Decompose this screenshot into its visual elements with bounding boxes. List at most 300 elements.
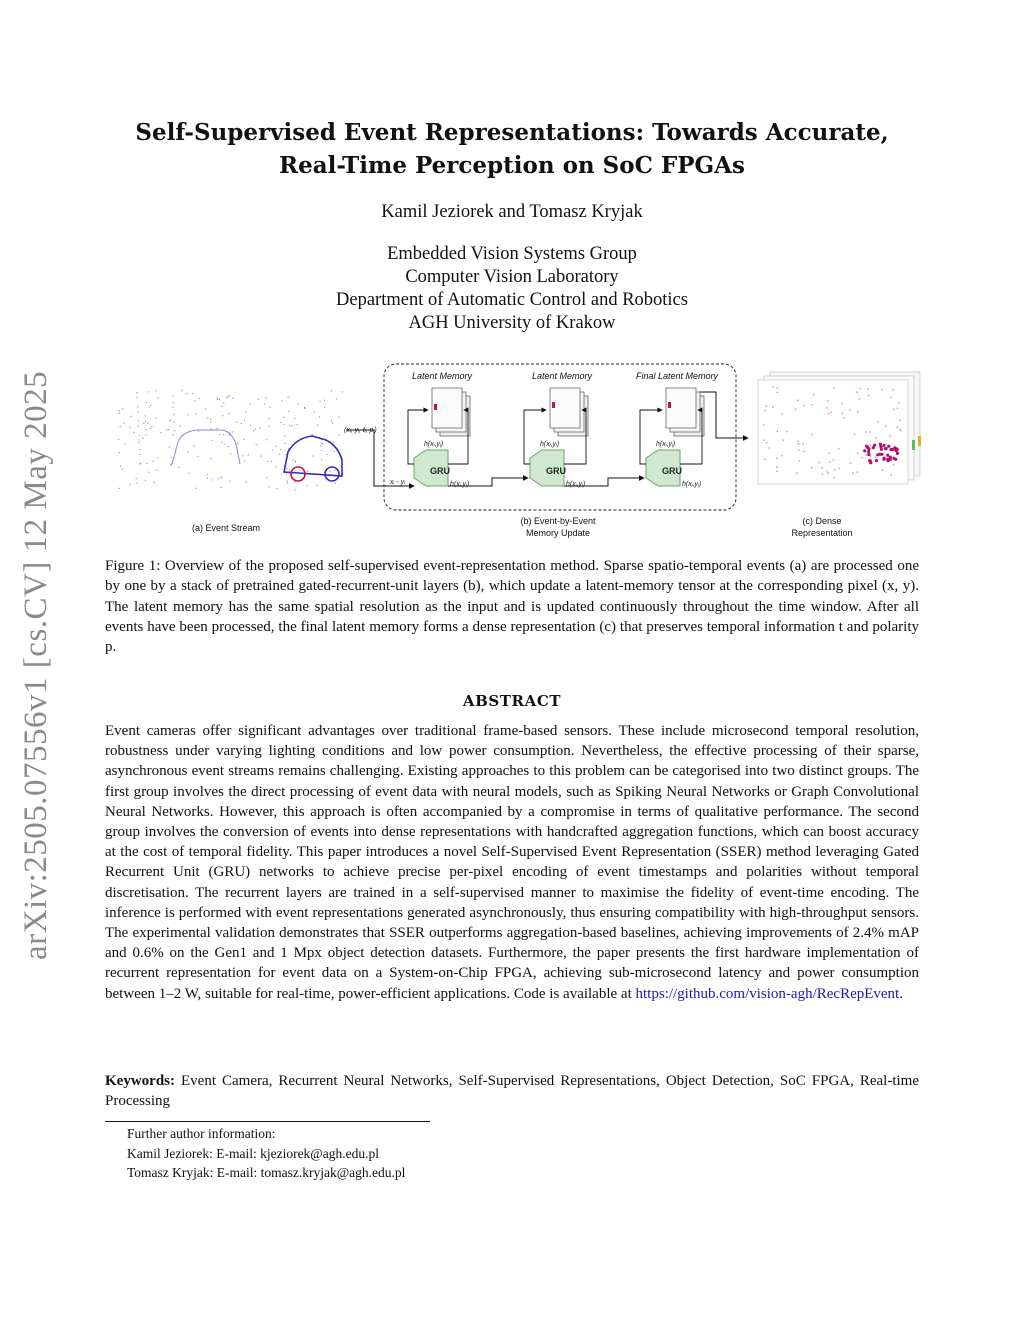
keywords-list: Event Camera, Recurrent Neural Networks, Self-Supervised Representations, Object Detection, SoC FPGA, Real-time Processing <box>105 1073 920 1109</box>
event-point <box>123 422 124 423</box>
event-point <box>331 450 332 451</box>
representation-point <box>869 431 870 432</box>
event-point <box>320 401 321 402</box>
panel-c-label-2: Representation <box>791 528 853 538</box>
event-point <box>269 426 270 427</box>
event-point <box>193 446 194 447</box>
event-point <box>306 485 307 486</box>
representation-point <box>893 409 894 410</box>
event-point <box>253 430 254 431</box>
abstract-end: . <box>899 985 903 1002</box>
representation-point <box>819 462 820 463</box>
representation-point <box>877 421 878 422</box>
event-point <box>189 473 190 474</box>
representation-point <box>763 424 764 425</box>
event-point <box>255 428 256 429</box>
representation-point <box>839 468 840 469</box>
event-point <box>241 423 242 424</box>
representation-point <box>865 431 866 432</box>
memory-label-1: Latent Memory <box>412 371 473 381</box>
representation-point <box>834 469 835 470</box>
event-point <box>146 402 147 403</box>
representation-point <box>856 392 857 393</box>
footnote-heading: Further author information: <box>127 1126 276 1141</box>
representation-point <box>887 445 890 448</box>
event-point <box>230 453 231 454</box>
event-point <box>317 485 318 486</box>
event-point <box>317 424 318 425</box>
event-point <box>151 426 152 427</box>
affiliation-block <box>0 243 1024 335</box>
representation-point <box>797 400 798 401</box>
event-point <box>137 397 138 398</box>
representation-point <box>811 404 812 405</box>
event-point <box>319 416 320 417</box>
representation-point <box>843 417 844 418</box>
figure-1-overview-diagram <box>112 360 932 545</box>
event-point <box>227 396 228 397</box>
representation-point <box>869 461 872 464</box>
event-point <box>133 432 134 433</box>
event-point <box>210 458 211 459</box>
event-point <box>248 454 249 455</box>
event-point <box>342 391 343 392</box>
representation-point <box>859 398 860 399</box>
event-point <box>174 430 175 431</box>
event-point <box>148 472 149 473</box>
event-point <box>173 402 174 403</box>
event-point <box>219 399 220 400</box>
abstract-heading: ABSTRACT <box>462 692 562 710</box>
representation-point <box>882 458 885 461</box>
representation-point <box>764 459 765 460</box>
footnote-block <box>127 1124 405 1183</box>
representation-point <box>885 447 888 450</box>
stage-3 <box>636 371 719 488</box>
event-point <box>118 439 119 440</box>
event-point <box>304 408 305 409</box>
channel-marker <box>912 440 915 450</box>
event-point <box>294 418 295 419</box>
event-point <box>223 434 224 435</box>
keywords-label: Keywords: <box>105 1073 175 1089</box>
representation-point <box>826 407 827 408</box>
event-point <box>258 399 259 400</box>
event-point <box>154 482 155 483</box>
paper-title <box>80 116 944 182</box>
memory-label-3: Final Latent Memory <box>636 371 719 381</box>
event-point <box>293 459 294 460</box>
event-point <box>145 421 146 422</box>
event-point <box>169 420 170 421</box>
event-point <box>210 418 211 419</box>
event-point <box>237 443 238 444</box>
representation-point <box>898 402 899 403</box>
event-stream-panel <box>116 372 377 500</box>
event-point <box>297 403 298 404</box>
representation-point <box>885 426 886 427</box>
updated-pixel <box>552 402 555 408</box>
footnote-author-2: Tomasz Kryjak: E-mail: tomasz.kryjak@agh.edu.pl <box>127 1165 406 1180</box>
event-point <box>333 451 334 452</box>
title-line-1: Self-Supervised Event Representations: Towards Accurate, <box>135 119 889 146</box>
event-point <box>172 407 173 408</box>
event-point <box>170 464 171 465</box>
affiliation-line: Department of Automatic Control and Robotics <box>336 290 688 310</box>
event-point <box>232 431 233 432</box>
abstract-text: Event cameras offer significant advantages over traditional frame-based sensors. These include microsecond temporal resolution, robustness under varying lighting conditions and low power consumption. Nevertheless, the effective processing of their sparse, asynchronous event streams remains challenging. Existing approaches to this problem can be categorised into two distinct groups. The first group involves the direct processing of event data with neural models, such as Spiking Neural Networks or Graph Convolutional Neural Networks. However, this approach is often accompanied by a compromise in terms of qualitative performance. The second group involves the conversion of events into dense representations with handcrafted aggregation functions, which can boost accuracy at the cost of temporal fidelity. This paper introduces a novel Self-Supervised Event Representation (SSER) method leveraging Gated Recurrent Unit (GRU) networks to achieve precise per-pixel encoding of event timestamps and polarities without temporal discretisation. The recurrent layers are trained in a self-supervised manner to maximise the fidelity of event-time encoding. The inference is performed with event representations generated asynchronously, thus ensuring compatibility with high-throughput sensors. The experimental validation demonstrates that SSER outperforms aggregation-based baselines, achieving improvements of 2.4% mAP and 0.6% on the Gen1 and 1 Mpx object detection datasets. Furthermore, the paper presents the first hardware implementation of recurrent representation for event data on a System-on-Chip FPGA, achieving sub-microsecond latency and power consumption between 1–2 W, suitable for real-time, power-efficient applications. Code is available at <box>105 723 919 1002</box>
representation-point <box>797 441 798 442</box>
event-point <box>286 474 287 475</box>
representation-point <box>857 453 858 454</box>
event-point <box>261 456 262 457</box>
event-point <box>221 487 222 488</box>
representation-point <box>798 443 799 444</box>
event-point <box>312 434 313 435</box>
representation-point <box>897 427 898 428</box>
event-point <box>150 405 151 406</box>
event-point <box>266 439 267 440</box>
gru-label: GRU <box>546 466 566 476</box>
arxiv-identifier-stamp: arXiv:2505.07556v1 [cs.CV] 12 May 2025 <box>18 370 54 960</box>
representation-point <box>829 461 830 462</box>
event-point <box>198 456 199 457</box>
representation-point <box>799 460 800 461</box>
event-point <box>198 430 199 431</box>
representation-point <box>822 474 823 475</box>
event-point <box>217 399 218 400</box>
representation-point <box>776 458 777 459</box>
panel-a-label: (a) Event Stream <box>192 523 261 533</box>
event-point <box>265 398 266 399</box>
representation-point <box>860 388 861 389</box>
event-point <box>222 406 223 407</box>
event-point <box>207 477 208 478</box>
event-point <box>120 426 121 427</box>
representation-point <box>857 472 858 473</box>
event-point <box>291 425 292 426</box>
representation-point <box>875 438 876 439</box>
event-point <box>156 470 157 471</box>
representation-point <box>868 388 869 389</box>
representation-point <box>782 413 783 414</box>
memory-read-label: h(xᵢ,yᵢ) <box>540 441 560 448</box>
representation-point <box>870 444 871 445</box>
representation-point <box>852 472 853 473</box>
event-point <box>280 449 281 450</box>
event-point <box>287 483 288 484</box>
event-point <box>259 427 260 428</box>
event-point <box>138 425 139 426</box>
representation-point <box>833 460 834 461</box>
representation-point <box>889 435 890 436</box>
representation-point <box>777 392 778 393</box>
representation-point <box>891 474 892 475</box>
event-point <box>224 444 225 445</box>
event-point <box>142 438 143 439</box>
author-list: Kamil Jeziorek and Tomasz Kryjak <box>381 202 643 222</box>
event-point <box>324 407 325 408</box>
representation-point <box>777 431 778 432</box>
representation-point <box>897 408 898 409</box>
event-point <box>256 444 257 445</box>
title-line-2: Real-Time Perception on SoC FPGAs <box>279 152 745 179</box>
event-point <box>217 398 218 399</box>
representation-point <box>798 450 799 451</box>
event-point <box>286 481 287 482</box>
representation-point <box>766 406 767 407</box>
representation-point <box>881 389 882 390</box>
event-point <box>284 424 285 425</box>
representation-point <box>783 440 784 441</box>
event-point <box>173 395 174 396</box>
event-point <box>295 461 296 462</box>
event-point <box>196 488 197 489</box>
representation-point <box>861 457 862 458</box>
event-point <box>331 390 332 391</box>
event-point <box>125 444 126 445</box>
event-point <box>272 450 273 451</box>
memory-label-2: Latent Memory <box>532 371 593 381</box>
event-point <box>289 425 290 426</box>
event-point <box>168 429 169 430</box>
event-point <box>129 484 130 485</box>
panel-b-label-1: (b) Event-by-Event <box>520 516 596 526</box>
event-point <box>236 422 237 423</box>
output-arrow <box>700 392 748 438</box>
updated-pixel <box>434 404 437 410</box>
representation-point <box>896 452 899 455</box>
representation-point <box>900 430 901 431</box>
updated-pixel <box>668 402 671 408</box>
representation-point <box>854 434 855 435</box>
memory-update-box <box>384 364 736 510</box>
event-point <box>122 408 123 409</box>
event-point <box>157 457 158 458</box>
event-point <box>250 425 251 426</box>
representation-point <box>875 459 878 462</box>
stage-1 <box>408 371 473 488</box>
representation-point <box>827 400 828 401</box>
representation-point <box>777 388 778 389</box>
gru-label: GRU <box>662 466 682 476</box>
event-point <box>336 398 337 399</box>
representation-point <box>873 444 876 447</box>
representation-point <box>865 445 868 448</box>
event-point <box>119 452 120 453</box>
event-point <box>211 428 212 429</box>
event-point <box>119 413 120 414</box>
event-point <box>180 425 181 426</box>
representation-point <box>776 471 777 472</box>
event-point <box>122 469 123 470</box>
event-point <box>147 423 148 424</box>
event-point <box>136 478 137 479</box>
event-point <box>267 461 268 462</box>
representation-point <box>890 397 891 398</box>
event-point <box>285 454 286 455</box>
event-point <box>279 454 280 455</box>
event-point <box>147 463 148 464</box>
event-point <box>187 414 188 415</box>
event-point <box>219 434 220 435</box>
event-point <box>283 417 284 418</box>
event-point <box>281 400 282 401</box>
event-point <box>324 400 325 401</box>
event-point <box>138 421 139 422</box>
representation-point <box>803 405 804 406</box>
event-point <box>275 467 276 468</box>
event-point <box>136 392 137 393</box>
memory-read-label: h(xᵢ,yᵢ) <box>424 441 444 448</box>
event-point <box>120 466 121 467</box>
event-point <box>173 434 174 435</box>
representation-point <box>803 451 804 452</box>
event-point <box>289 470 290 471</box>
event-point <box>232 398 233 399</box>
event-point <box>249 403 250 404</box>
event-point <box>228 446 229 447</box>
event-point <box>156 418 157 419</box>
event-point <box>205 408 206 409</box>
event-point <box>339 435 340 436</box>
representation-point <box>882 470 883 471</box>
code-repository-link[interactable]: https://github.com/vision-agh/RecRepEvent <box>635 985 900 1002</box>
event-point <box>334 470 335 471</box>
keywords-block <box>105 1071 919 1111</box>
event-point <box>149 407 150 408</box>
event-point <box>139 435 140 436</box>
event-point <box>221 442 222 443</box>
event-point <box>207 474 208 475</box>
event-point <box>222 415 223 416</box>
event-point <box>286 468 287 469</box>
representation-point <box>803 443 804 444</box>
representation-point <box>769 447 770 448</box>
event-point <box>131 416 132 417</box>
event-point <box>150 428 151 429</box>
event-point <box>313 455 314 456</box>
representation-point <box>899 429 900 430</box>
event-point <box>137 406 138 407</box>
representation-point <box>811 467 812 468</box>
event-point <box>166 429 167 430</box>
event-point <box>321 459 322 460</box>
representation-point <box>829 453 830 454</box>
event-tuple-label: (xᵢ, yᵢ, tᵢ, pᵢ) <box>344 427 377 434</box>
event-point <box>223 403 224 404</box>
event-point <box>174 414 175 415</box>
representation-point <box>879 453 882 456</box>
representation-point <box>867 450 870 453</box>
representation-point <box>828 413 829 414</box>
representation-point <box>849 409 850 410</box>
representation-point <box>826 471 827 472</box>
event-point <box>294 482 295 483</box>
event-point <box>119 488 120 489</box>
representation-point <box>766 442 767 443</box>
representation-point <box>772 387 773 388</box>
event-point <box>268 486 269 487</box>
representation-point <box>772 406 773 407</box>
dense-representation-panel <box>758 372 921 484</box>
channel-marker <box>918 436 921 446</box>
affiliation-line: Computer Vision Laboratory <box>405 267 619 287</box>
input-embed-label: xᵢ - yᵢ <box>390 479 405 486</box>
event-point <box>244 439 245 440</box>
footnote-author-1: Kamil Jeziorek: E-mail: kjeziorek@agh.edu.pl <box>127 1145 379 1161</box>
representation-point <box>830 412 831 413</box>
event-point <box>228 413 229 414</box>
event-point <box>322 443 323 444</box>
event-point <box>153 461 154 462</box>
event-point <box>270 407 271 408</box>
event-point <box>335 483 336 484</box>
representation-point <box>863 449 866 452</box>
representation-point <box>893 464 894 465</box>
event-point <box>146 429 147 430</box>
representation-point <box>882 444 885 447</box>
event-point <box>119 410 120 411</box>
representation-point <box>838 448 839 449</box>
event-point <box>138 442 139 443</box>
event-point <box>210 421 211 422</box>
representation-point <box>899 420 900 421</box>
event-point <box>326 454 327 455</box>
event-point <box>288 397 289 398</box>
event-point <box>145 480 146 481</box>
event-point <box>271 461 272 462</box>
memory-read-label: h(xᵢ,yᵢ) <box>656 441 676 448</box>
abstract-body <box>105 721 919 1004</box>
representation-point <box>811 434 812 435</box>
representation-point <box>857 411 858 412</box>
representation-point <box>842 413 843 414</box>
representation-point <box>879 443 882 446</box>
event-point <box>139 440 140 441</box>
event-point <box>221 477 222 478</box>
event-point <box>137 411 138 412</box>
event-point <box>218 478 219 479</box>
event-point <box>140 454 141 455</box>
representation-point <box>841 403 842 404</box>
event-point <box>174 421 175 422</box>
representation-point <box>866 454 867 455</box>
event-point <box>155 390 156 391</box>
event-point <box>194 401 195 402</box>
representation-point <box>795 409 796 410</box>
representation-point <box>786 431 787 432</box>
input-arrow <box>346 430 414 486</box>
representation-point <box>892 389 893 390</box>
event-point <box>160 432 161 433</box>
panel-b-label-2: Memory Update <box>525 528 591 538</box>
event-point <box>199 398 200 399</box>
representation-point <box>822 467 823 468</box>
event-point <box>136 483 137 484</box>
representation-point <box>765 410 766 411</box>
representation-point <box>868 395 869 396</box>
event-point <box>320 445 321 446</box>
affiliation-line: Embedded Vision Systems Group <box>387 244 637 264</box>
footnote-rule <box>105 1121 430 1122</box>
event-point <box>321 450 322 451</box>
event-point <box>332 423 333 424</box>
event-point <box>139 449 140 450</box>
event-point <box>242 455 243 456</box>
representation-point <box>796 473 797 474</box>
event-point <box>276 446 277 447</box>
